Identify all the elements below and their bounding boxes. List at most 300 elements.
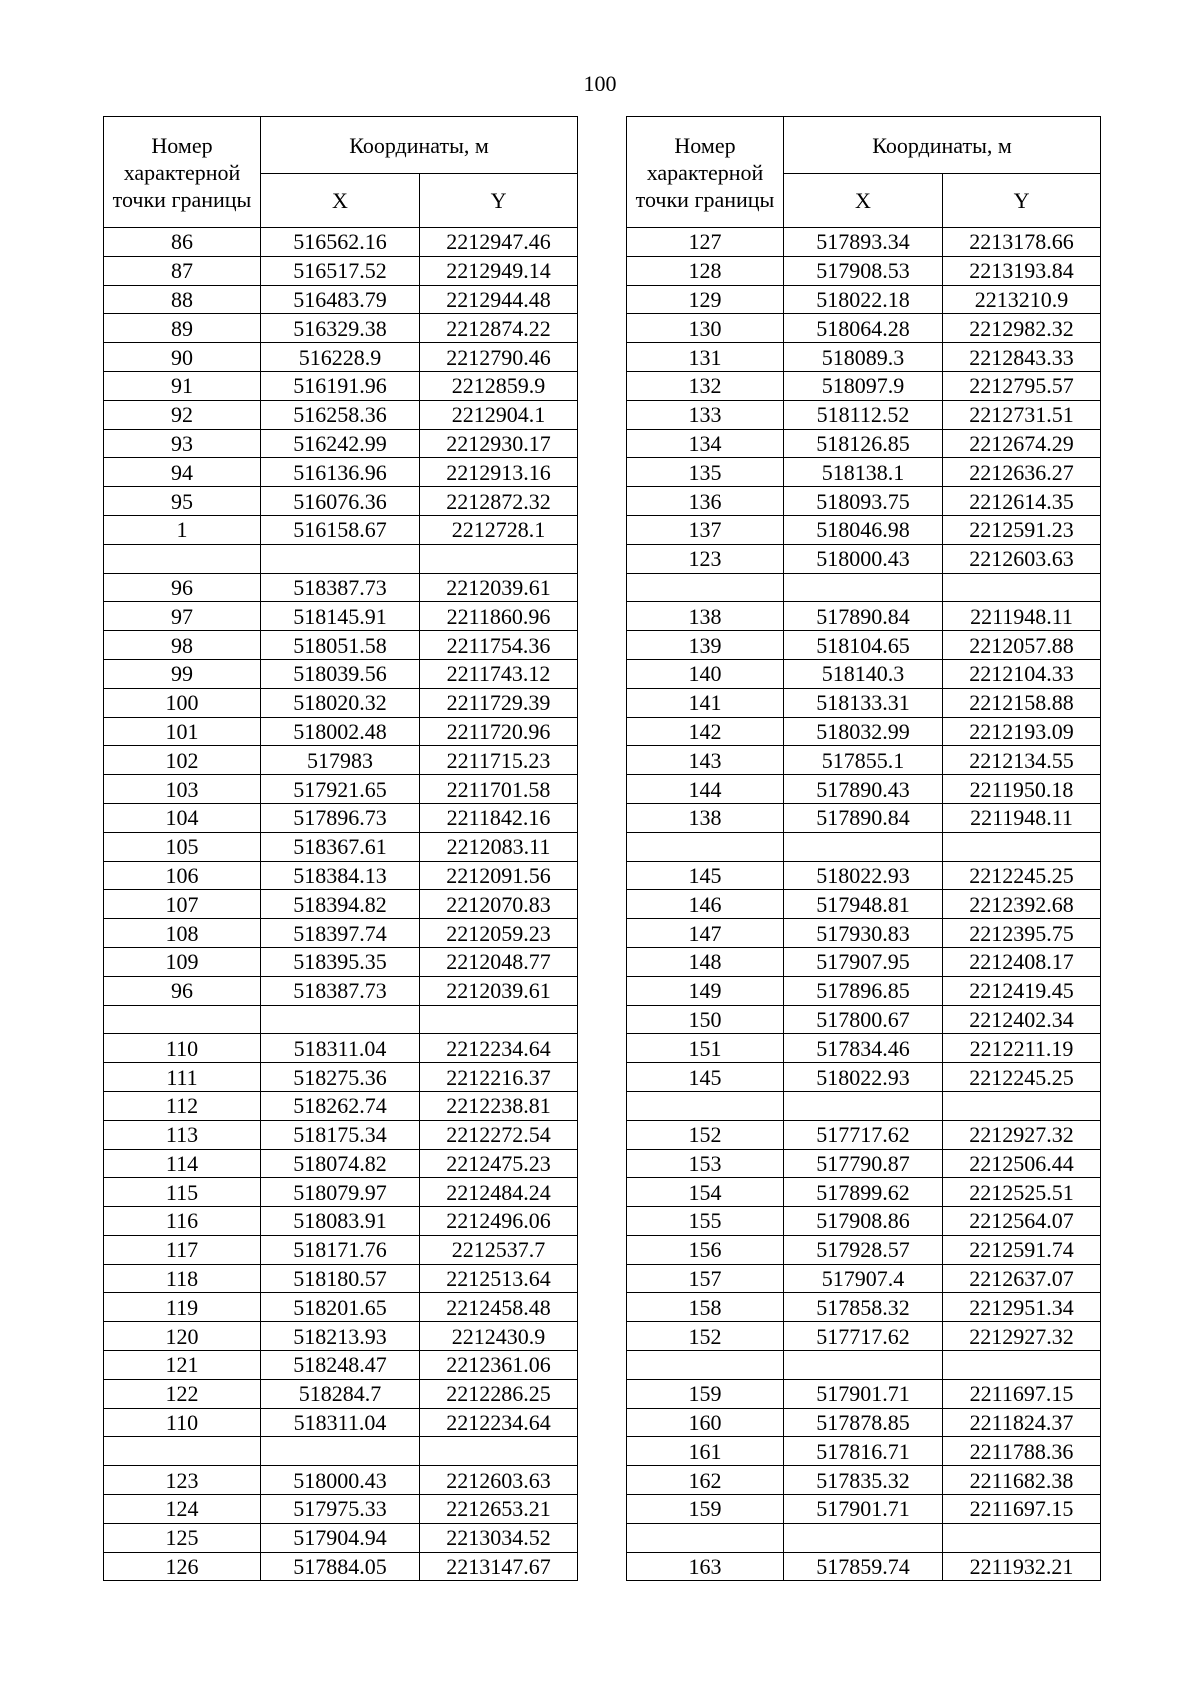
x-coordinate-cell: 518093.75 xyxy=(784,487,943,516)
x-coordinate-cell: 518133.31 xyxy=(784,688,943,717)
table-row xyxy=(627,1063,1101,1092)
y-coordinate-cell xyxy=(943,832,1101,861)
y-coordinate-cell: 2212653.21 xyxy=(420,1495,578,1524)
point-number-cell: 116 xyxy=(104,1207,261,1236)
x-coordinate-cell: 518140.3 xyxy=(784,659,943,688)
y-coordinate-cell: 2212872.32 xyxy=(420,487,578,516)
point-number-cell: 86 xyxy=(104,228,261,257)
point-number-cell: 87 xyxy=(104,256,261,285)
y-coordinate-cell: 2212637.07 xyxy=(943,1264,1101,1293)
point-number-cell: 101 xyxy=(104,717,261,746)
table-row xyxy=(627,659,1101,688)
point-number-cell: 154 xyxy=(627,1178,784,1207)
table-row xyxy=(104,1466,578,1495)
table-row xyxy=(104,1264,578,1293)
x-coordinate-cell: 517890.84 xyxy=(784,602,943,631)
x-coordinate-cell: 517717.62 xyxy=(784,1322,943,1351)
table-row xyxy=(627,1264,1101,1293)
table-row xyxy=(104,429,578,458)
point-number-cell: 161 xyxy=(627,1437,784,1466)
x-coordinate-cell: 518138.1 xyxy=(784,458,943,487)
point-number-cell: 157 xyxy=(627,1264,784,1293)
table-row xyxy=(104,717,578,746)
y-coordinate-cell: 2212614.35 xyxy=(943,487,1101,516)
y-coordinate-cell: 2212048.77 xyxy=(420,947,578,976)
y-coordinate-cell: 2212039.61 xyxy=(420,573,578,602)
y-coordinate-cell: 2212859.9 xyxy=(420,371,578,400)
x-coordinate-cell: 518213.93 xyxy=(261,1322,420,1351)
point-number-cell: 153 xyxy=(627,1149,784,1178)
x-coordinate-cell: 517816.71 xyxy=(784,1437,943,1466)
y-coordinate-cell: 2212506.44 xyxy=(943,1149,1101,1178)
y-coordinate-cell: 2211948.11 xyxy=(943,602,1101,631)
point-number-cell: 94 xyxy=(104,458,261,487)
x-coordinate-cell: 517896.85 xyxy=(784,976,943,1005)
y-coordinate-cell: 2212057.88 xyxy=(943,631,1101,660)
y-coordinate-cell: 2212272.54 xyxy=(420,1120,578,1149)
point-number-cell: 126 xyxy=(104,1552,261,1581)
y-coordinate-cell: 2212930.17 xyxy=(420,429,578,458)
x-coordinate-cell: 518367.61 xyxy=(261,832,420,861)
table-row xyxy=(627,429,1101,458)
y-coordinate-cell xyxy=(943,1091,1101,1120)
table-row xyxy=(104,1005,578,1034)
x-coordinate-cell: 518074.82 xyxy=(261,1149,420,1178)
table-row xyxy=(104,1063,578,1092)
y-coordinate-cell: 2212408.17 xyxy=(943,947,1101,976)
point-number-cell: 110 xyxy=(104,1408,261,1437)
point-number-cell: 149 xyxy=(627,976,784,1005)
point-number-cell: 123 xyxy=(104,1466,261,1495)
x-coordinate-cell: 517921.65 xyxy=(261,775,420,804)
x-coordinate-cell: 517893.34 xyxy=(784,228,943,257)
y-coordinate-cell: 2212238.81 xyxy=(420,1091,578,1120)
point-number-cell: 148 xyxy=(627,947,784,976)
point-number-cell: 144 xyxy=(627,775,784,804)
point-number-cell: 140 xyxy=(627,659,784,688)
table-row xyxy=(104,1552,578,1581)
y-coordinate-cell: 2212927.32 xyxy=(943,1120,1101,1149)
x-coordinate-cell xyxy=(261,544,420,573)
x-coordinate-cell: 517907.95 xyxy=(784,947,943,976)
table-row xyxy=(104,1034,578,1063)
coordinates-table-right xyxy=(626,116,1101,1581)
point-number-cell: 117 xyxy=(104,1235,261,1264)
point-number-cell: 162 xyxy=(627,1466,784,1495)
table-row xyxy=(104,1149,578,1178)
x-coordinate-cell: 516136.96 xyxy=(261,458,420,487)
x-coordinate-cell: 517928.57 xyxy=(784,1235,943,1264)
point-number-cell: 124 xyxy=(104,1495,261,1524)
point-number-cell: 111 xyxy=(104,1063,261,1092)
point-number-cell xyxy=(627,1351,784,1380)
table-row xyxy=(104,919,578,948)
y-coordinate-cell: 2212134.55 xyxy=(943,746,1101,775)
point-number-cell: 119 xyxy=(104,1293,261,1322)
x-coordinate-cell: 517930.83 xyxy=(784,919,943,948)
x-coordinate-cell: 517855.1 xyxy=(784,746,943,775)
point-number-cell: 105 xyxy=(104,832,261,861)
y-coordinate-cell: 2211715.23 xyxy=(420,746,578,775)
point-number-cell xyxy=(627,832,784,861)
x-header: X xyxy=(261,174,420,228)
y-coordinate-cell: 2212674.29 xyxy=(943,429,1101,458)
x-coordinate-cell: 517907.4 xyxy=(784,1264,943,1293)
x-coordinate-cell: 518032.99 xyxy=(784,717,943,746)
x-coordinate-cell: 517790.87 xyxy=(784,1149,943,1178)
point-number-cell: 138 xyxy=(627,803,784,832)
x-coordinate-cell: 517975.33 xyxy=(261,1495,420,1524)
x-coordinate-cell: 517717.62 xyxy=(784,1120,943,1149)
x-coordinate-cell: 518002.48 xyxy=(261,717,420,746)
table-row xyxy=(104,573,578,602)
table-row xyxy=(104,775,578,804)
x-coordinate-cell: 517878.85 xyxy=(784,1408,943,1437)
coordinates-header: Координаты, м xyxy=(261,117,578,174)
coordinates-header: Координаты, м xyxy=(784,117,1101,174)
x-coordinate-cell: 517904.94 xyxy=(261,1523,420,1552)
point-number-header: Номер характерной точки границы xyxy=(627,117,784,228)
table-row xyxy=(104,371,578,400)
x-coordinate-cell: 518022.93 xyxy=(784,861,943,890)
y-coordinate-cell: 2211950.18 xyxy=(943,775,1101,804)
y-coordinate-cell: 2212475.23 xyxy=(420,1149,578,1178)
table-row xyxy=(104,515,578,544)
table-row xyxy=(104,343,578,372)
y-coordinate-cell: 2212496.06 xyxy=(420,1207,578,1236)
y-coordinate-cell: 2212402.34 xyxy=(943,1005,1101,1034)
point-number-cell xyxy=(627,1523,784,1552)
point-number-cell: 147 xyxy=(627,919,784,948)
table-row xyxy=(104,1178,578,1207)
point-number-cell: 150 xyxy=(627,1005,784,1034)
x-coordinate-cell: 518022.93 xyxy=(784,1063,943,1092)
x-coordinate-cell xyxy=(784,1523,943,1552)
table-row xyxy=(627,1322,1101,1351)
y-coordinate-cell: 2211701.58 xyxy=(420,775,578,804)
table-row xyxy=(627,1034,1101,1063)
x-coordinate-cell xyxy=(784,1091,943,1120)
table-row xyxy=(104,1523,578,1552)
table-row xyxy=(104,1235,578,1264)
x-coordinate-cell: 518064.28 xyxy=(784,314,943,343)
table-row xyxy=(627,1178,1101,1207)
point-number-cell: 138 xyxy=(627,602,784,631)
x-coordinate-cell: 518201.65 xyxy=(261,1293,420,1322)
y-coordinate-cell: 2211743.12 xyxy=(420,659,578,688)
x-coordinate-cell: 518384.13 xyxy=(261,861,420,890)
page-number: 100 xyxy=(583,71,617,96)
table-row xyxy=(104,1293,578,1322)
y-coordinate-cell: 2211842.16 xyxy=(420,803,578,832)
y-coordinate-cell: 2212091.56 xyxy=(420,861,578,890)
point-number-cell: 89 xyxy=(104,314,261,343)
point-number-cell: 152 xyxy=(627,1322,784,1351)
table-row xyxy=(104,602,578,631)
point-number-cell xyxy=(104,1437,261,1466)
y-coordinate-cell: 2211720.96 xyxy=(420,717,578,746)
y-coordinate-cell: 2213210.9 xyxy=(943,285,1101,314)
y-coordinate-cell: 2212286.25 xyxy=(420,1379,578,1408)
table-row xyxy=(627,1149,1101,1178)
x-coordinate-cell: 518395.35 xyxy=(261,947,420,976)
y-coordinate-cell: 2212843.33 xyxy=(943,343,1101,372)
x-coordinate-cell: 517834.46 xyxy=(784,1034,943,1063)
x-coordinate-cell: 518000.43 xyxy=(784,544,943,573)
y-coordinate-cell: 2212537.7 xyxy=(420,1235,578,1264)
y-coordinate-cell: 2212234.64 xyxy=(420,1034,578,1063)
point-number-cell: 128 xyxy=(627,256,784,285)
y-coordinate-cell xyxy=(420,1437,578,1466)
x-coordinate-cell: 517983 xyxy=(261,746,420,775)
table-row xyxy=(627,515,1101,544)
point-number-cell: 114 xyxy=(104,1149,261,1178)
x-coordinate-cell: 518097.9 xyxy=(784,371,943,400)
table-row xyxy=(627,919,1101,948)
point-number-cell: 159 xyxy=(627,1379,784,1408)
table-row xyxy=(627,1005,1101,1034)
x-coordinate-cell: 516517.52 xyxy=(261,256,420,285)
table-row xyxy=(627,256,1101,285)
table-row xyxy=(104,1120,578,1149)
y-coordinate-cell: 2212211.19 xyxy=(943,1034,1101,1063)
table-row xyxy=(627,947,1101,976)
point-number-cell: 100 xyxy=(104,688,261,717)
coordinates-table-left xyxy=(103,116,578,1581)
table-row xyxy=(627,631,1101,660)
y-coordinate-cell: 2212070.83 xyxy=(420,890,578,919)
point-number-cell xyxy=(104,544,261,573)
point-number-cell: 143 xyxy=(627,746,784,775)
table-row xyxy=(104,861,578,890)
y-coordinate-cell: 2212361.06 xyxy=(420,1351,578,1380)
table-row xyxy=(104,1351,578,1380)
point-number-cell: 97 xyxy=(104,602,261,631)
table-row xyxy=(104,228,578,257)
left-table-body xyxy=(104,228,578,1581)
y-coordinate-cell: 2212591.23 xyxy=(943,515,1101,544)
y-coordinate-cell xyxy=(420,1005,578,1034)
table-row xyxy=(627,861,1101,890)
point-number-cell: 127 xyxy=(627,228,784,257)
y-coordinate-cell: 2212913.16 xyxy=(420,458,578,487)
point-number-cell xyxy=(104,1005,261,1034)
y-coordinate-cell: 2213147.67 xyxy=(420,1552,578,1581)
y-coordinate-cell: 2212591.74 xyxy=(943,1235,1101,1264)
point-number-cell: 131 xyxy=(627,343,784,372)
x-coordinate-cell: 517901.71 xyxy=(784,1495,943,1524)
y-coordinate-cell: 2212419.45 xyxy=(943,976,1101,1005)
point-number-cell: 145 xyxy=(627,1063,784,1092)
y-coordinate-cell: 2212795.57 xyxy=(943,371,1101,400)
y-coordinate-cell: 2212513.64 xyxy=(420,1264,578,1293)
table-row xyxy=(104,400,578,429)
y-coordinate-cell xyxy=(943,1351,1101,1380)
point-number-cell: 163 xyxy=(627,1552,784,1581)
point-number-cell: 160 xyxy=(627,1408,784,1437)
point-number-header: Номер характерной точки границы xyxy=(104,117,261,228)
x-coordinate-cell: 517884.05 xyxy=(261,1552,420,1581)
x-coordinate-cell: 517948.81 xyxy=(784,890,943,919)
y-coordinate-cell: 2213178.66 xyxy=(943,228,1101,257)
table-row xyxy=(104,1408,578,1437)
table-row xyxy=(627,487,1101,516)
table-row xyxy=(627,688,1101,717)
y-coordinate-cell: 2212158.88 xyxy=(943,688,1101,717)
y-coordinate-cell: 2212904.1 xyxy=(420,400,578,429)
point-number-cell: 113 xyxy=(104,1120,261,1149)
y-coordinate-cell: 2213193.84 xyxy=(943,256,1101,285)
point-number-cell: 118 xyxy=(104,1264,261,1293)
x-coordinate-cell: 518039.56 xyxy=(261,659,420,688)
table-row xyxy=(627,775,1101,804)
y-coordinate-cell: 2212790.46 xyxy=(420,343,578,372)
y-coordinate-cell: 2212216.37 xyxy=(420,1063,578,1092)
y-coordinate-cell: 2212059.23 xyxy=(420,919,578,948)
table-row xyxy=(627,890,1101,919)
x-coordinate-cell: 518311.04 xyxy=(261,1034,420,1063)
x-coordinate-cell xyxy=(784,832,943,861)
x-coordinate-cell xyxy=(784,1351,943,1380)
x-coordinate-cell: 516329.38 xyxy=(261,314,420,343)
x-coordinate-cell: 518171.76 xyxy=(261,1235,420,1264)
point-number-cell: 159 xyxy=(627,1495,784,1524)
table-row xyxy=(104,947,578,976)
y-coordinate-cell: 2212245.25 xyxy=(943,1063,1101,1092)
table-row xyxy=(104,976,578,1005)
y-coordinate-cell: 2211729.39 xyxy=(420,688,578,717)
point-number-cell: 132 xyxy=(627,371,784,400)
table-row xyxy=(627,746,1101,775)
table-row xyxy=(104,544,578,573)
y-coordinate-cell: 2211697.15 xyxy=(943,1495,1101,1524)
x-coordinate-cell: 518262.74 xyxy=(261,1091,420,1120)
table-row xyxy=(627,1120,1101,1149)
y-coordinate-cell: 2212430.9 xyxy=(420,1322,578,1351)
y-coordinate-cell: 2212392.68 xyxy=(943,890,1101,919)
y-coordinate-cell: 2212731.51 xyxy=(943,400,1101,429)
x-coordinate-cell: 518145.91 xyxy=(261,602,420,631)
point-number-cell: 136 xyxy=(627,487,784,516)
x-coordinate-cell: 518175.34 xyxy=(261,1120,420,1149)
point-number-cell: 158 xyxy=(627,1293,784,1322)
table-row xyxy=(627,314,1101,343)
y-coordinate-cell: 2211697.15 xyxy=(943,1379,1101,1408)
point-number-cell: 122 xyxy=(104,1379,261,1408)
x-coordinate-cell: 517835.32 xyxy=(784,1466,943,1495)
x-coordinate-cell: 516076.36 xyxy=(261,487,420,516)
right-table-body xyxy=(627,228,1101,1581)
y-coordinate-cell xyxy=(943,1523,1101,1552)
y-coordinate-cell: 2212525.51 xyxy=(943,1178,1101,1207)
table-row xyxy=(627,285,1101,314)
table-row xyxy=(104,256,578,285)
y-coordinate-cell: 2212951.34 xyxy=(943,1293,1101,1322)
y-coordinate-cell: 2212193.09 xyxy=(943,717,1101,746)
table-row xyxy=(627,1552,1101,1581)
point-number-cell: 98 xyxy=(104,631,261,660)
y-coordinate-cell: 2211754.36 xyxy=(420,631,578,660)
x-coordinate-cell: 518275.36 xyxy=(261,1063,420,1092)
y-coordinate-cell: 2212949.14 xyxy=(420,256,578,285)
point-number-cell: 90 xyxy=(104,343,261,372)
y-coordinate-cell xyxy=(420,544,578,573)
x-coordinate-cell: 517890.43 xyxy=(784,775,943,804)
y-coordinate-cell: 2211788.36 xyxy=(943,1437,1101,1466)
table-row xyxy=(104,1495,578,1524)
table-row xyxy=(627,1466,1101,1495)
table-row xyxy=(627,371,1101,400)
table-row xyxy=(627,832,1101,861)
point-number-cell: 112 xyxy=(104,1091,261,1120)
table-row xyxy=(627,228,1101,257)
point-number-cell: 145 xyxy=(627,861,784,890)
x-coordinate-cell: 518394.82 xyxy=(261,890,420,919)
table-row xyxy=(104,832,578,861)
table-row xyxy=(627,1437,1101,1466)
table-row xyxy=(104,1322,578,1351)
point-number-cell: 133 xyxy=(627,400,784,429)
table-row xyxy=(627,458,1101,487)
table-row xyxy=(104,746,578,775)
point-number-cell: 123 xyxy=(627,544,784,573)
x-coordinate-cell: 517908.86 xyxy=(784,1207,943,1236)
table-row xyxy=(627,976,1101,1005)
table-row xyxy=(627,1207,1101,1236)
table-row xyxy=(104,1379,578,1408)
point-number-cell: 88 xyxy=(104,285,261,314)
table-row xyxy=(104,1437,578,1466)
x-coordinate-cell: 518079.97 xyxy=(261,1178,420,1207)
point-number-cell: 96 xyxy=(104,573,261,602)
x-coordinate-cell: 518000.43 xyxy=(261,1466,420,1495)
y-coordinate-cell: 2212484.24 xyxy=(420,1178,578,1207)
point-number-cell: 110 xyxy=(104,1034,261,1063)
table-row xyxy=(104,890,578,919)
x-coordinate-cell: 518089.3 xyxy=(784,343,943,372)
x-coordinate-cell xyxy=(261,1437,420,1466)
point-number-cell: 139 xyxy=(627,631,784,660)
x-coordinate-cell: 517908.53 xyxy=(784,256,943,285)
x-coordinate-cell: 516483.79 xyxy=(261,285,420,314)
x-coordinate-cell: 518112.52 xyxy=(784,400,943,429)
y-coordinate-cell: 2212245.25 xyxy=(943,861,1101,890)
x-coordinate-cell: 517899.62 xyxy=(784,1178,943,1207)
x-coordinate-cell: 517800.67 xyxy=(784,1005,943,1034)
table-row xyxy=(104,458,578,487)
table-row xyxy=(104,487,578,516)
table-row xyxy=(627,1495,1101,1524)
x-coordinate-cell: 518051.58 xyxy=(261,631,420,660)
y-coordinate-cell: 2212947.46 xyxy=(420,228,578,257)
y-coordinate-cell: 2212874.22 xyxy=(420,314,578,343)
point-number-cell: 96 xyxy=(104,976,261,1005)
point-number-cell: 103 xyxy=(104,775,261,804)
x-coordinate-cell xyxy=(261,1005,420,1034)
point-number-cell: 135 xyxy=(627,458,784,487)
point-number-cell: 141 xyxy=(627,688,784,717)
point-number-cell: 93 xyxy=(104,429,261,458)
y-coordinate-cell: 2211860.96 xyxy=(420,602,578,631)
point-number-cell: 95 xyxy=(104,487,261,516)
y-coordinate-cell: 2212458.48 xyxy=(420,1293,578,1322)
x-coordinate-cell: 516158.67 xyxy=(261,515,420,544)
point-number-cell: 129 xyxy=(627,285,784,314)
x-coordinate-cell: 517896.73 xyxy=(261,803,420,832)
y-coordinate-cell xyxy=(943,573,1101,602)
y-coordinate-cell: 2212728.1 xyxy=(420,515,578,544)
y-coordinate-cell: 2212564.07 xyxy=(943,1207,1101,1236)
